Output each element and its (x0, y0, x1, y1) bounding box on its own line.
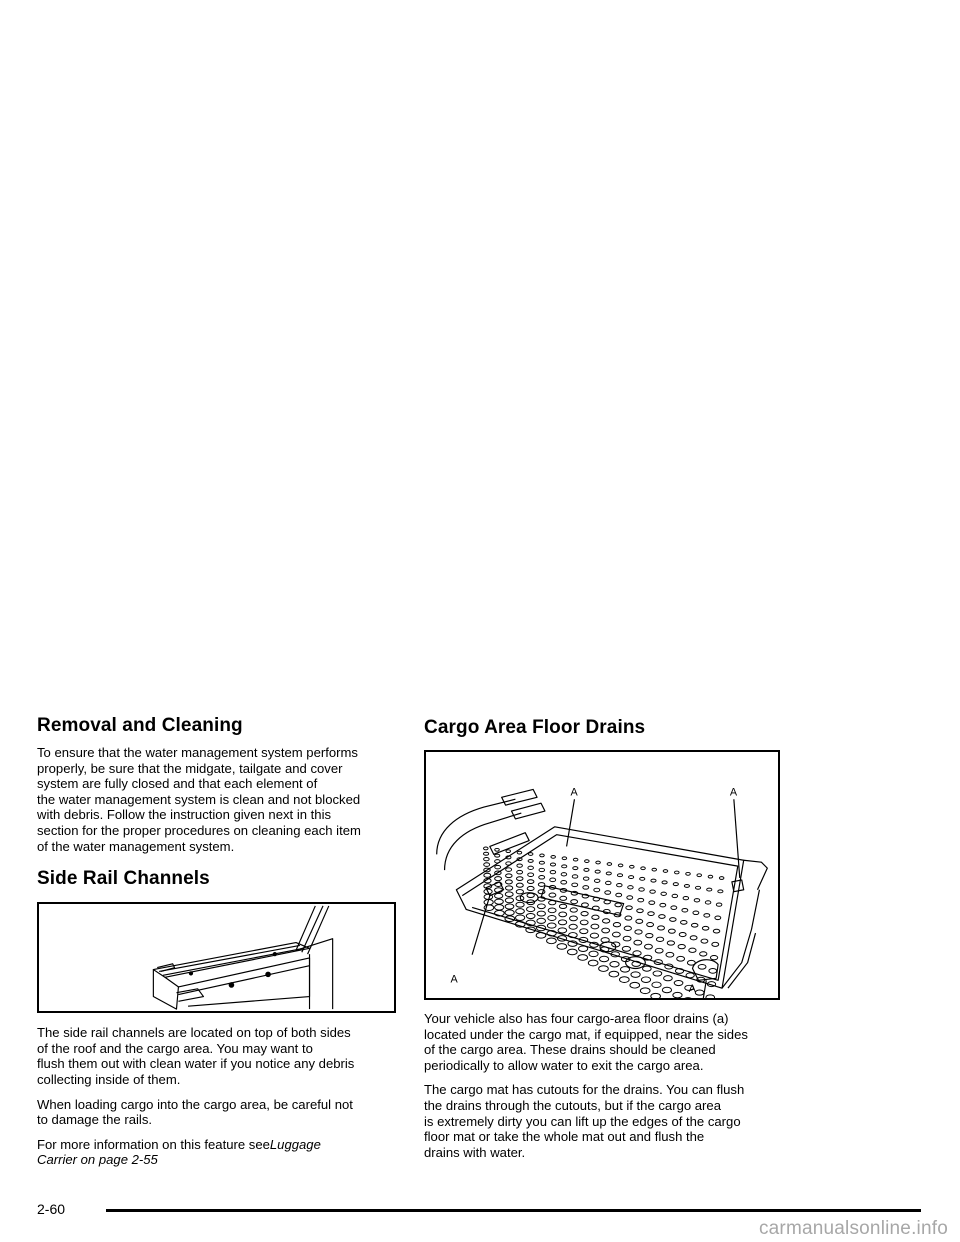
mat-hole (495, 905, 504, 911)
mat-hole (673, 883, 678, 886)
mat-hole (537, 904, 545, 909)
mat-hole (637, 909, 643, 913)
mat-hole (484, 863, 490, 867)
mat-hole (599, 966, 609, 972)
mat-hole (567, 949, 577, 955)
mat-hole (695, 886, 700, 889)
mat-hole (672, 894, 678, 897)
mat-hole (712, 942, 719, 946)
mat-hole (550, 878, 556, 882)
mat-hole (719, 877, 724, 880)
mat-hole (682, 908, 688, 912)
mat-hole (505, 904, 514, 909)
mat-hole (713, 929, 719, 933)
mat-hole (551, 856, 556, 859)
mat-hole (589, 951, 598, 957)
mat-hole (495, 854, 500, 857)
mat-hole (625, 916, 632, 920)
mat-hole (690, 936, 697, 940)
mat-hole (557, 944, 567, 950)
mat-hole (718, 890, 723, 893)
mat-hole (528, 853, 533, 856)
mat-hole (655, 948, 663, 953)
mat-hole (578, 955, 588, 961)
mat-hole (561, 873, 567, 876)
mat-hole (573, 867, 578, 870)
mat-hole (686, 872, 691, 875)
mat-hole (697, 874, 702, 877)
mat-hole (661, 892, 667, 895)
mat-hole (626, 906, 632, 910)
mat-hole (505, 880, 512, 884)
mat-hole (562, 857, 567, 860)
paragraph-more-info (37, 1137, 397, 1168)
mat-hole (484, 852, 489, 855)
mat-hole (649, 901, 655, 905)
mat-hole (560, 896, 567, 900)
mat-hole (599, 956, 608, 962)
mat-hole (634, 940, 642, 945)
side-rail-illustration (37, 902, 396, 1013)
mat-hole (484, 905, 494, 911)
mat-hole (550, 863, 555, 866)
mat-hole (495, 865, 501, 869)
mat-hole (591, 924, 599, 929)
mat-hole (643, 966, 652, 971)
mat-hole (689, 948, 696, 952)
mat-hole (651, 993, 661, 998)
mat-hole (571, 900, 578, 904)
mat-hole (558, 928, 567, 933)
mat-hole (527, 907, 535, 912)
mat-hole (678, 944, 685, 948)
mat-hole (495, 899, 504, 904)
cargo-mat-illustration (424, 750, 780, 1000)
mat-hole (652, 982, 661, 988)
mat-hole (656, 937, 663, 941)
mat-hole (629, 876, 634, 879)
mat-hole (548, 916, 556, 921)
mat-hole (569, 924, 577, 929)
mat-hole (651, 879, 656, 882)
mat-hole (627, 896, 633, 900)
mat-hole (716, 903, 722, 906)
mat-hole (683, 896, 689, 899)
mat-hole (706, 995, 715, 998)
mat-hole (659, 915, 665, 919)
mat-hole (572, 875, 578, 878)
mat-hole (662, 881, 667, 884)
mat-hole (701, 939, 708, 943)
paragraph-floor-drains-cleaning: The cargo mat has cutouts for the drains. You can flush the drains through the cutouts, but if the cargo area is extremely dirty you can lift up the edges of the cargo floor mat or take the whole mat out and flush the drains with water. (424, 1082, 745, 1160)
mat-hole (506, 868, 512, 872)
mat-hole (573, 858, 578, 861)
mat-hole (547, 923, 556, 928)
mat-hole (583, 877, 589, 880)
mat-hole (628, 886, 634, 889)
mat-hole (561, 881, 567, 885)
heading-removal-and-cleaning: Removal and Cleaning (37, 715, 243, 736)
mat-hole (588, 960, 598, 966)
mat-hole (605, 891, 611, 895)
mat-hole (527, 880, 533, 884)
mat-hole (506, 862, 512, 865)
mat-hole (604, 900, 610, 904)
mat-hole (505, 910, 514, 916)
mat-hole (691, 923, 697, 927)
mat-hole (681, 920, 687, 924)
mat-hole (616, 893, 622, 897)
mat-hole (562, 865, 567, 868)
mat-hole (618, 864, 623, 867)
mat-hole (640, 988, 650, 994)
mat-hole (590, 933, 598, 938)
mat-hole (631, 972, 640, 978)
mat-hole (636, 919, 643, 923)
callout-a-top-left: A (570, 786, 578, 799)
mat-hole (646, 933, 653, 937)
mat-hole (516, 877, 522, 881)
mat-hole (595, 870, 600, 873)
mat-hole (663, 870, 668, 873)
mat-hole (630, 982, 640, 988)
mat-hole (652, 868, 657, 871)
mat-hole (539, 875, 545, 879)
mat-hole (495, 860, 501, 863)
mat-hole (495, 877, 502, 881)
mat-hole (670, 918, 676, 922)
mat-hole (664, 976, 673, 981)
mat-hole (620, 967, 629, 973)
mat-hole (653, 971, 662, 976)
mat-hole (559, 912, 567, 917)
mat-hole (640, 877, 645, 880)
callout-a-bottom-right: A (688, 983, 696, 996)
mat-hole (677, 956, 685, 961)
heading-side-rail-channels: Side Rail Channels (37, 868, 210, 890)
mat-hole (694, 899, 700, 902)
paragraph-side-rail-caution: When loading cargo into the cargo area, be careful not to damage the rails. (37, 1096, 353, 1128)
paragraph-side-rail-location: The side rail channels are located on top of both sides of the roof and the cargo area. You may want to flush them out with clean water if you notice any debris collecting inside of them. (37, 1025, 355, 1087)
mat-hole (645, 944, 653, 949)
mat-hole (623, 936, 631, 941)
mat-hole (570, 916, 578, 921)
mat-hole (702, 926, 708, 930)
mat-hole (612, 932, 620, 937)
mat-hole (686, 973, 694, 978)
mat-hole (517, 864, 523, 867)
mat-hole (517, 870, 523, 874)
mat-hole (700, 952, 707, 956)
mat-hole (516, 902, 524, 907)
mat-hole (684, 884, 689, 887)
mat-hole (536, 932, 546, 938)
mat-hole (549, 900, 556, 904)
mat-hole (679, 932, 686, 936)
more-info-text: For more information on this feature see (37, 1136, 270, 1152)
mat-hole (695, 990, 704, 995)
mat-hole (506, 850, 511, 853)
mat-hole (538, 890, 545, 894)
right-column (424, 715, 784, 1169)
mat-hole (607, 863, 612, 866)
mat-hole (675, 871, 680, 874)
mat-hole (547, 938, 557, 944)
mat-hole (630, 865, 635, 868)
mat-hole (715, 916, 721, 920)
mat-hole (613, 923, 620, 927)
mat-hole (648, 912, 654, 916)
mat-hole (484, 857, 490, 860)
mat-hole (580, 920, 588, 925)
mat-hole (687, 960, 695, 965)
mat-hole (559, 904, 566, 908)
mat-hole (673, 992, 682, 998)
mat-hole (505, 886, 512, 890)
paragraph-removal-intro: To ensure that the water management system performs properly, be sure that the midgate, tailgate and cover system are fully closed and that each element of the water management system is clean and not blocked with debris. Follow the instruction given next in this section for the proper procedures on cleaning each item of the water management system. (37, 745, 361, 854)
mat-hole (578, 946, 587, 952)
mat-hole (622, 946, 630, 951)
mat-hole (570, 908, 577, 912)
mat-hole (527, 893, 534, 897)
footer-rule (106, 1209, 921, 1212)
mat-hole (668, 929, 675, 933)
mat-hole (581, 912, 588, 916)
mat-hole (548, 908, 556, 913)
mat-hole (660, 903, 666, 907)
mat-hole (527, 886, 534, 890)
mat-hole (617, 874, 622, 877)
page-number: 2-60 (37, 1201, 66, 1217)
mat-hole (615, 903, 621, 907)
mat-hole (539, 861, 544, 864)
mat-hole (505, 892, 513, 897)
paragraph-floor-drains-intro: Your vehicle also has four cargo-area floor drains (a) located under the cargo mat, if equipped, near the sides of the cargo area. These drains should be cleaned periodically to allow water to exit the cargo area. (424, 1011, 748, 1073)
mat-hole (582, 903, 589, 907)
mat-hole (671, 906, 677, 910)
mat-hole (516, 883, 523, 887)
mat-hole (624, 926, 631, 930)
mat-hole (602, 919, 609, 923)
mat-hole (639, 888, 645, 891)
mat-hole (709, 968, 717, 973)
mat-hole (620, 977, 630, 983)
mat-hole (516, 890, 523, 894)
heading-cargo-area-floor-drains: Cargo Area Floor Drains (424, 717, 646, 738)
mat-hole (635, 930, 642, 934)
mat-hole (537, 918, 546, 923)
mat-hole (517, 851, 522, 854)
mat-hole (526, 913, 535, 918)
mat-hole (505, 898, 513, 903)
mat-hole (633, 951, 641, 956)
mat-hole (666, 952, 674, 957)
mat-hole (609, 971, 619, 977)
mat-hole (585, 860, 590, 863)
callout-a-top-right: A (729, 786, 738, 799)
callout-a-bottom-left: A (450, 973, 458, 986)
mat-hole (662, 987, 671, 993)
mat-hole (602, 928, 610, 933)
mat-hole (484, 873, 491, 877)
watermark: carmanualsonline.info (758, 1218, 948, 1239)
mat-hole (708, 875, 713, 878)
mat-hole (549, 893, 556, 897)
mat-hole (516, 909, 525, 914)
mat-hole (594, 888, 600, 892)
mat-hole (538, 883, 544, 887)
mat-hole (638, 898, 644, 902)
mat-hole (650, 890, 656, 893)
mat-hole (641, 977, 650, 983)
mat-hole (495, 848, 500, 851)
mat-hole (674, 980, 683, 985)
mat-hole (528, 866, 534, 869)
mat-hole (550, 870, 556, 873)
mat-hole (693, 911, 699, 915)
mat-hole (594, 879, 600, 882)
mat-hole (572, 883, 578, 887)
mat-hole (584, 868, 589, 871)
mat-hole (606, 881, 612, 884)
mat-hole (610, 961, 619, 967)
mat-hole (592, 915, 599, 919)
mat-hole (707, 888, 712, 891)
mat-hole (667, 941, 674, 945)
mat-hole (516, 915, 525, 921)
mat-hole (495, 893, 503, 898)
luggage-carrier-reference-link[interactable]: Luggage Carrier on page 2-55 (37, 1136, 321, 1168)
mat-hole (583, 886, 589, 890)
mat-hole (596, 861, 601, 864)
mat-hole (658, 926, 665, 930)
mat-hole (641, 867, 646, 870)
mat-hole (698, 964, 706, 969)
mat-hole (617, 883, 623, 886)
mat-hole (705, 901, 711, 904)
mat-hole (704, 914, 710, 918)
left-column (37, 715, 397, 1177)
mat-hole (558, 920, 566, 925)
mat-hole (528, 859, 533, 862)
mat-hole (540, 854, 545, 857)
mat-hole (506, 874, 512, 878)
mat-hole (710, 955, 717, 959)
mat-hole (537, 911, 545, 916)
mat-hole (647, 923, 654, 927)
mat-hole (580, 929, 588, 934)
mat-hole (484, 847, 489, 850)
mat-hole (528, 873, 534, 877)
mat-hole (539, 868, 545, 871)
mat-hole (606, 872, 611, 875)
